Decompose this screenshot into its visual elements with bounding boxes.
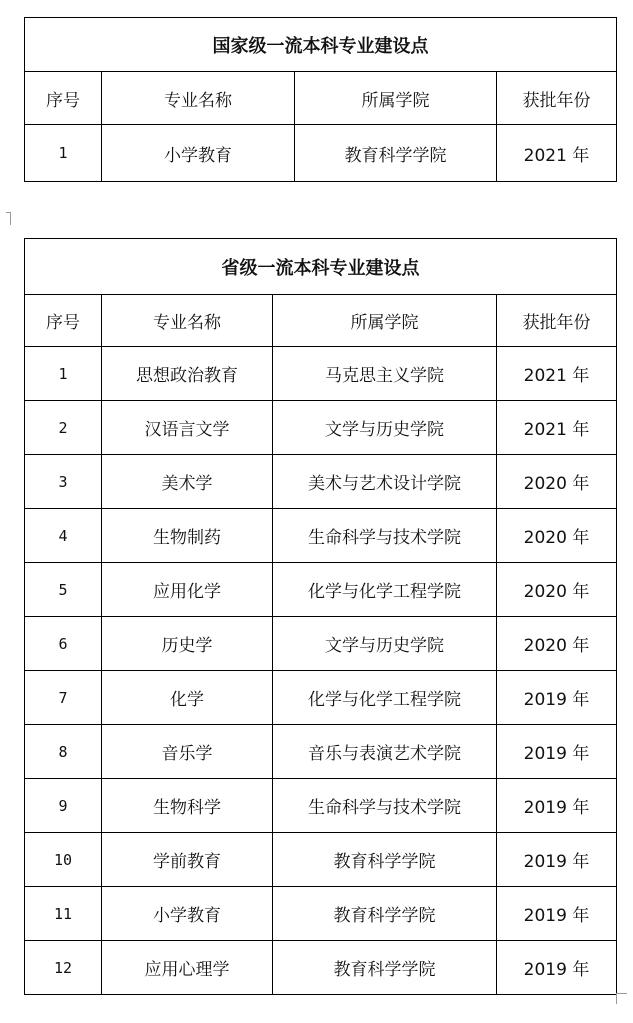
national-title-row	[25, 18, 617, 72]
cell-year: 2019 年	[497, 833, 617, 887]
header-year: 获批年份	[497, 72, 617, 125]
table-row	[25, 617, 617, 671]
cell-index: 7	[25, 671, 102, 725]
table-row	[25, 125, 617, 182]
cell-major: 历史学	[102, 617, 273, 671]
table-row	[25, 779, 617, 833]
cell-major: 音乐学	[102, 725, 273, 779]
cell-college: 教育科学学院	[273, 941, 497, 995]
cell-index: 11	[25, 887, 102, 941]
cell-year: 2020 年	[497, 509, 617, 563]
cell-college: 马克思主义学院	[273, 347, 497, 401]
cell-major: 应用心理学	[102, 941, 273, 995]
cell-major: 化学	[102, 671, 273, 725]
cell-college: 教育科学学院	[273, 833, 497, 887]
table-row	[25, 887, 617, 941]
cell-year: 2019 年	[497, 725, 617, 779]
cell-major: 学前教育	[102, 833, 273, 887]
table-row	[25, 455, 617, 509]
paragraph-mark-icon	[6, 212, 11, 225]
cell-college: 教育科学学院	[295, 125, 497, 182]
cell-year: 2020 年	[497, 455, 617, 509]
cell-index: 4	[25, 509, 102, 563]
header-index: 序号	[25, 72, 102, 125]
header-major: 专业名称	[102, 72, 295, 125]
provincial-table	[24, 238, 617, 995]
provincial-table-title: 省级一流本科专业建设点	[25, 239, 617, 295]
cell-index: 9	[25, 779, 102, 833]
table-row	[25, 401, 617, 455]
national-header-row	[25, 72, 617, 125]
cell-index: 1	[25, 347, 102, 401]
cell-year: 2021 年	[497, 125, 617, 182]
cell-college: 文学与历史学院	[273, 617, 497, 671]
cell-index: 12	[25, 941, 102, 995]
cell-index: 5	[25, 563, 102, 617]
header-college: 所属学院	[295, 72, 497, 125]
cell-major: 小学教育	[102, 887, 273, 941]
national-table	[24, 17, 617, 182]
table-row	[25, 509, 617, 563]
cell-index: 6	[25, 617, 102, 671]
cell-index: 10	[25, 833, 102, 887]
cell-college: 文学与历史学院	[273, 401, 497, 455]
table-row	[25, 671, 617, 725]
cell-year: 2019 年	[497, 779, 617, 833]
cell-major: 生物科学	[102, 779, 273, 833]
cell-major: 应用化学	[102, 563, 273, 617]
corner-mark-icon	[616, 993, 627, 1004]
cell-year: 2019 年	[497, 941, 617, 995]
header-college: 所属学院	[273, 295, 497, 347]
cell-index: 3	[25, 455, 102, 509]
cell-year: 2021 年	[497, 401, 617, 455]
provincial-header-row	[25, 295, 617, 347]
cell-college: 美术与艺术设计学院	[273, 455, 497, 509]
table-row	[25, 725, 617, 779]
cell-major: 美术学	[102, 455, 273, 509]
header-index: 序号	[25, 295, 102, 347]
cell-index: 8	[25, 725, 102, 779]
national-table-title: 国家级一流本科专业建设点	[25, 18, 617, 72]
cell-college: 化学与化学工程学院	[273, 563, 497, 617]
cell-major: 汉语言文学	[102, 401, 273, 455]
cell-college: 生命科学与技术学院	[273, 779, 497, 833]
header-year: 获批年份	[497, 295, 617, 347]
cell-year: 2019 年	[497, 671, 617, 725]
cell-college: 音乐与表演艺术学院	[273, 725, 497, 779]
header-major: 专业名称	[102, 295, 273, 347]
cell-college: 化学与化学工程学院	[273, 671, 497, 725]
provincial-title-row	[25, 239, 617, 295]
cell-index: 2	[25, 401, 102, 455]
table-row	[25, 833, 617, 887]
cell-major: 小学教育	[102, 125, 295, 182]
table-row	[25, 563, 617, 617]
cell-index: 1	[25, 125, 102, 182]
cell-college: 教育科学学院	[273, 887, 497, 941]
cell-major: 思想政治教育	[102, 347, 273, 401]
table-row	[25, 347, 617, 401]
cell-major: 生物制药	[102, 509, 273, 563]
cell-year: 2020 年	[497, 563, 617, 617]
cell-year: 2021 年	[497, 347, 617, 401]
cell-college: 生命科学与技术学院	[273, 509, 497, 563]
cell-year: 2019 年	[497, 887, 617, 941]
cell-year: 2020 年	[497, 617, 617, 671]
table-row	[25, 941, 617, 995]
